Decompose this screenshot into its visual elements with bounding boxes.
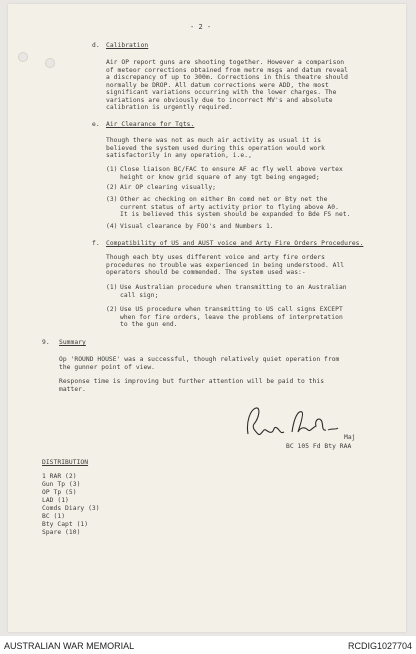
- signature-title: BC 105 Fd Bty RAA: [286, 443, 352, 450]
- distribution-item: 1 RAR (2): [42, 473, 77, 480]
- archive-footer: [0, 636, 416, 654]
- section-f-item-number: (1): [106, 284, 118, 291]
- section-d-line: of meteor corrections obtained from metre msgs and datum reveal: [106, 66, 348, 74]
- section-f-item-number: (2): [106, 306, 118, 313]
- summary-line: the gunner point of view.: [59, 363, 156, 371]
- section-e-item-number: (3): [106, 196, 118, 203]
- distribution-item: OP Tp (5): [42, 489, 77, 496]
- distribution-heading: DISTRIBUTION: [42, 459, 89, 466]
- section-e-item-line: current status of arty activity prior to flying above A0.: [120, 203, 339, 211]
- section-e-item-number: (2): [106, 184, 118, 191]
- section-f-marker: f.: [92, 240, 100, 247]
- section-e-item-line: height or know grid square of any tgt being engaged;: [120, 173, 320, 181]
- summary-line: Response time is improving but further attention will be paid to this: [59, 378, 325, 385]
- section-e-intro: satisfactorily in any operation, i.e.,: [106, 152, 252, 159]
- section-f-intro: procedures no trouble was experienced in being understood. All: [106, 261, 345, 269]
- footer-record-id: RCDIG1027704: [347, 641, 412, 651]
- footer-source-label: AUSTRALIAN WAR MEMORIAL: [4, 641, 135, 651]
- section-f-intro: Though each bty uses different voice and arty fire orders: [106, 254, 325, 261]
- section-d-line: normally be DROP. All datum corrections were ADD, the most: [106, 81, 329, 89]
- distribution-item: Bty Capt (1): [42, 521, 89, 528]
- section-f-item-line: to the gun end.: [120, 321, 178, 328]
- signature-rank: Maj: [344, 434, 356, 441]
- section-e-heading: Air Clearance for Tgts.: [106, 121, 195, 128]
- section-e-item-line: Close liaison BC/FAC to ensure AF ac fly well above vertex: [120, 166, 343, 173]
- section-e-item-number: (4): [106, 223, 118, 230]
- page-number: - 2 -: [190, 23, 212, 31]
- section-e-item-number: (1): [106, 166, 118, 173]
- section-e-item-line: Air OP clearing visually;: [120, 184, 217, 191]
- punch-hole: [45, 58, 55, 68]
- summary-line: Op 'ROUND HOUSE' was a successful, though relatively quiet operation from: [59, 356, 340, 363]
- section-e-item-line: Visual clearance by FOO's and Numbers 1.: [120, 223, 274, 230]
- section-e-item-line: Other ac checking on either Bn comd net or Bty net the: [120, 196, 328, 203]
- distribution-item: Spare (10): [42, 529, 81, 536]
- distribution-item: Comds Diary (3): [42, 505, 100, 512]
- section-d-line: a discrepancy of up to 300m. Corrections in this theatre should: [106, 74, 348, 81]
- section-e-intro: Though there was not as much air activity as usual it is: [106, 137, 322, 144]
- signature: [244, 404, 352, 448]
- section-e-intro: believed the system used during this operation would work: [106, 144, 325, 152]
- section-f-item-line: when for fire orders, leave the problems of interpretation: [120, 313, 343, 321]
- section-d-line: significant variations occurring with the lower charges. The: [106, 89, 337, 96]
- section-f-item-line: Use Australian procedure when transmitting to an Australian: [120, 284, 347, 291]
- section-d-line: variations are obviously due to incorrect MV's and absolute: [106, 96, 333, 104]
- section-d-marker: d.: [92, 42, 100, 49]
- distribution-item: BC (1): [42, 513, 66, 520]
- section-f-item-line: Use US procedure when transmitting to US call signs EXCEPT: [120, 306, 343, 313]
- summary-marker: 9.: [42, 339, 50, 346]
- distribution-item: LAD (1): [42, 497, 69, 504]
- section-f-heading: Compatibility of US and AUST voice and Arty Fire Orders Procedures.: [106, 240, 364, 247]
- punch-hole: [18, 52, 28, 62]
- section-f-intro: operators should be commended. The system used was:-: [106, 269, 306, 276]
- section-d-heading: Calibration: [106, 42, 149, 49]
- section-e-marker: e.: [92, 121, 100, 128]
- section-d-line: calibration is urgently required.: [106, 104, 233, 111]
- summary-line: matter.: [59, 385, 86, 393]
- summary-heading: Summary: [59, 339, 86, 346]
- distribution-item: Gun Tp (3): [42, 481, 81, 488]
- section-d-line: Air OP report guns are shooting together. However a comparison: [106, 59, 345, 66]
- section-f-item-line: call sign;: [120, 291, 159, 299]
- section-e-item-line: It is believed this system should be expanded to Bde FS net.: [120, 211, 351, 218]
